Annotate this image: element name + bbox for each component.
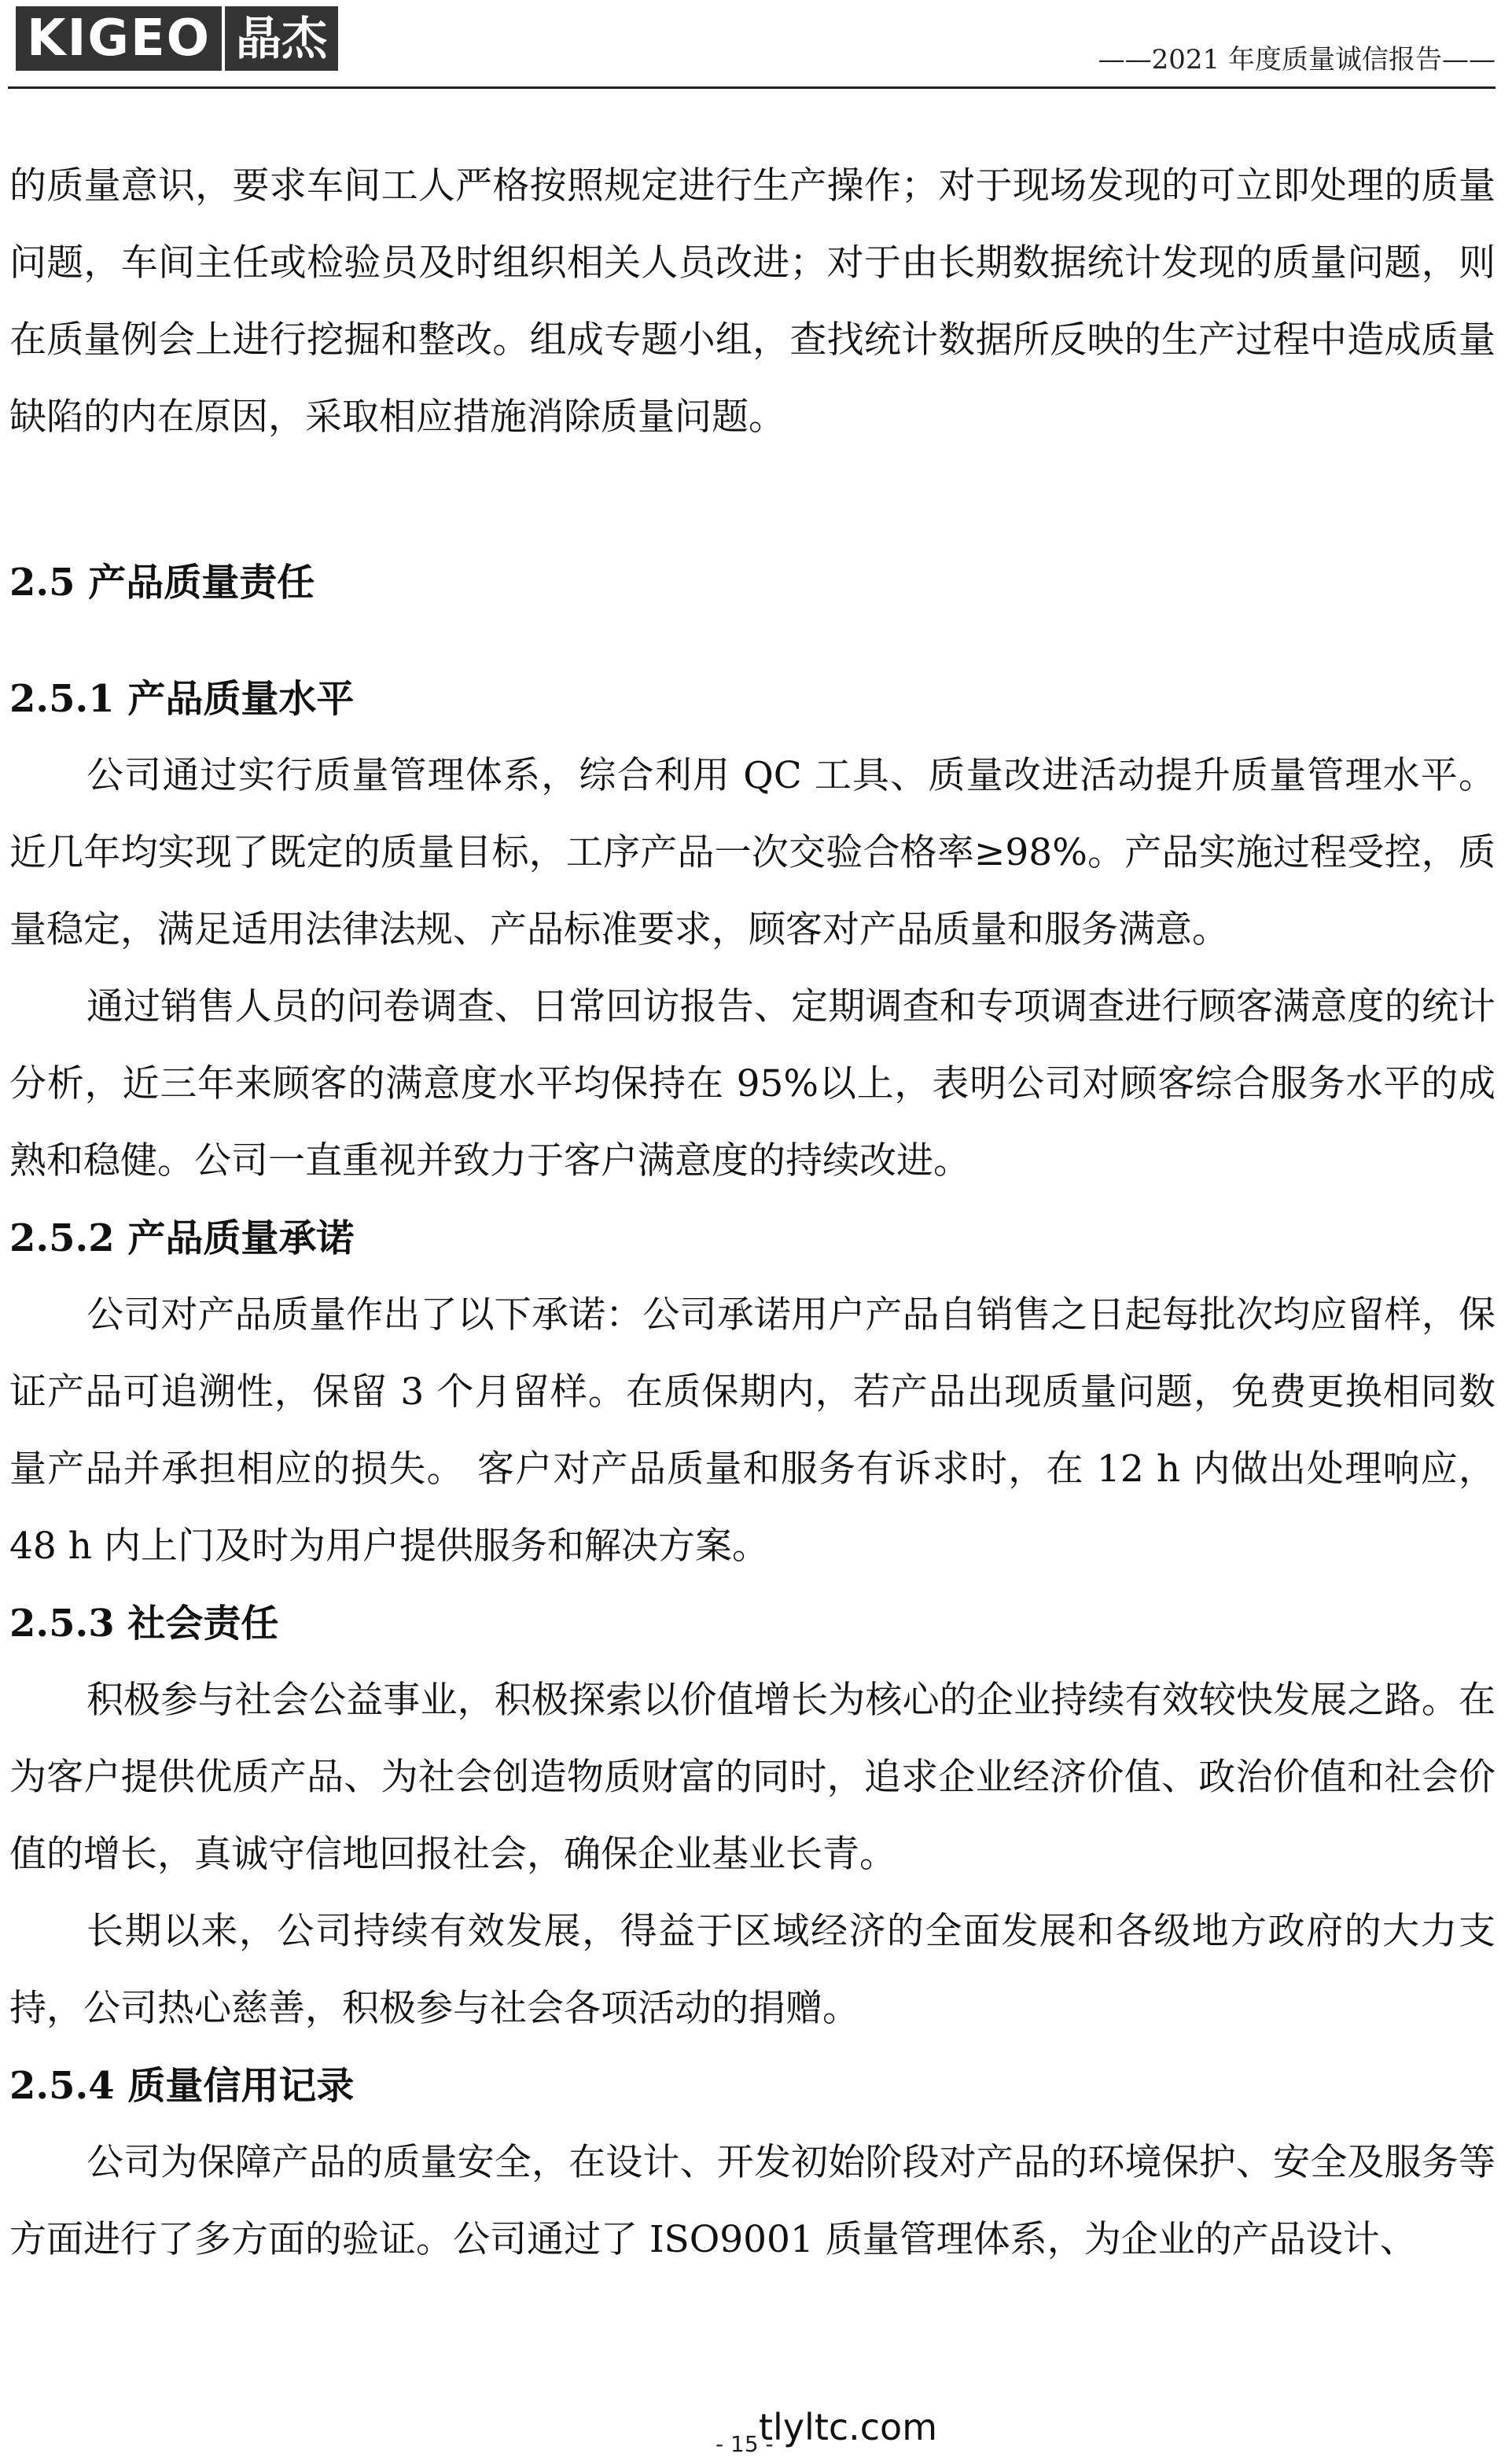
- paragraph-quality-commitment: 公司对产品质量作出了以下承诺：公司承诺用户产品自销售之日起每批次均应留样，保证产品可追溯性，保留 3 个月留样。在质保期内，若产品出现质量问题，免费更换相同数量产品并承担相应的损失。 客户对产品质量和服务有诉求时，在 12 h 内做出处理响应，48 h 内上门及时为用户提供服务和解决方案。: [9, 1293, 1495, 1568]
- paragraph-credit-record: 公司为保障产品的质量安全，在设计、开发初始阶段对产品的环境保护、安全及服务等方面进行了多方面的验证。公司通过了 ISO9001 质量管理体系，为企业的产品设计、: [9, 2141, 1495, 2261]
- header-divider: [8, 86, 1495, 89]
- document-body: [9, 148, 1495, 2279]
- heading-2-5-2: 2.5.2 产品质量承诺: [9, 1216, 355, 1260]
- company-logo: [16, 6, 338, 71]
- page-header: [8, 0, 1495, 86]
- logo-chinese: 晶杰: [225, 6, 338, 71]
- paragraph-quality-level: 公司通过实行质量管理体系，综合利用 QC 工具、质量改进活动提升质量管理水平。近几年均实现了既定的质量目标，工序产品一次交验合格率≥98%。产品实施过程受控，质量稳定，满足适用法律法规、产品标准要求，顾客对产品质量和服务满意。: [9, 754, 1495, 951]
- report-title: ——2021 年度质量诚信报告——: [1098, 44, 1495, 75]
- logo-english: KIGEO: [16, 6, 225, 71]
- heading-2-5-1: 2.5.1 产品质量水平: [9, 677, 355, 721]
- heading-2-5: 2.5 产品质量责任: [9, 561, 315, 605]
- paragraph-charity: 长期以来，公司持续有效发展，得益于区域经济的全面发展和各级地方政府的大力支持，公司热心慈善，积极参与社会各项活动的捐赠。: [9, 1910, 1495, 2030]
- paragraph-customer-satisfaction: 通过销售人员的问卷调查、日常回访报告、定期调查和专项调查进行顾客满意度的统计分析，近三年来顾客的满意度水平均保持在 95%以上，表明公司对顾客综合服务水平的成熟和稳健。公司一直重视并致力于客户满意度的持续改进。: [9, 985, 1495, 1183]
- watermark-text: tlyltc.com: [759, 2406, 938, 2448]
- paragraph-quality-awareness: 的质量意识，要求车间工人严格按照规定进行生产操作；对于现场发现的可立即处理的质量问题，车间主任或检验员及时组织相关人员改进；对于由长期数据统计发现的质量问题，则在质量例会上进行挖掘和整改。组成专题小组，查找统计数据所反映的生产过程中造成质量缺陷的内在原因，采取相应措施消除质量问题。: [9, 164, 1495, 439]
- heading-2-5-4: 2.5.4 质量信用记录: [9, 2064, 355, 2108]
- page-number: - 15 -: [716, 2431, 774, 2457]
- heading-2-5-3: 2.5.3 社会责任: [9, 1602, 279, 1646]
- paragraph-social-responsibility: 积极参与社会公益事业，积极探索以价值增长为核心的企业持续有效较快发展之路。在为客户提供优质产品、为社会创造物质财富的同时，追求企业经济价值、政治价值和社会价值的增长，真诚守信地回报社会，确保企业基业长青。: [9, 1679, 1495, 1876]
